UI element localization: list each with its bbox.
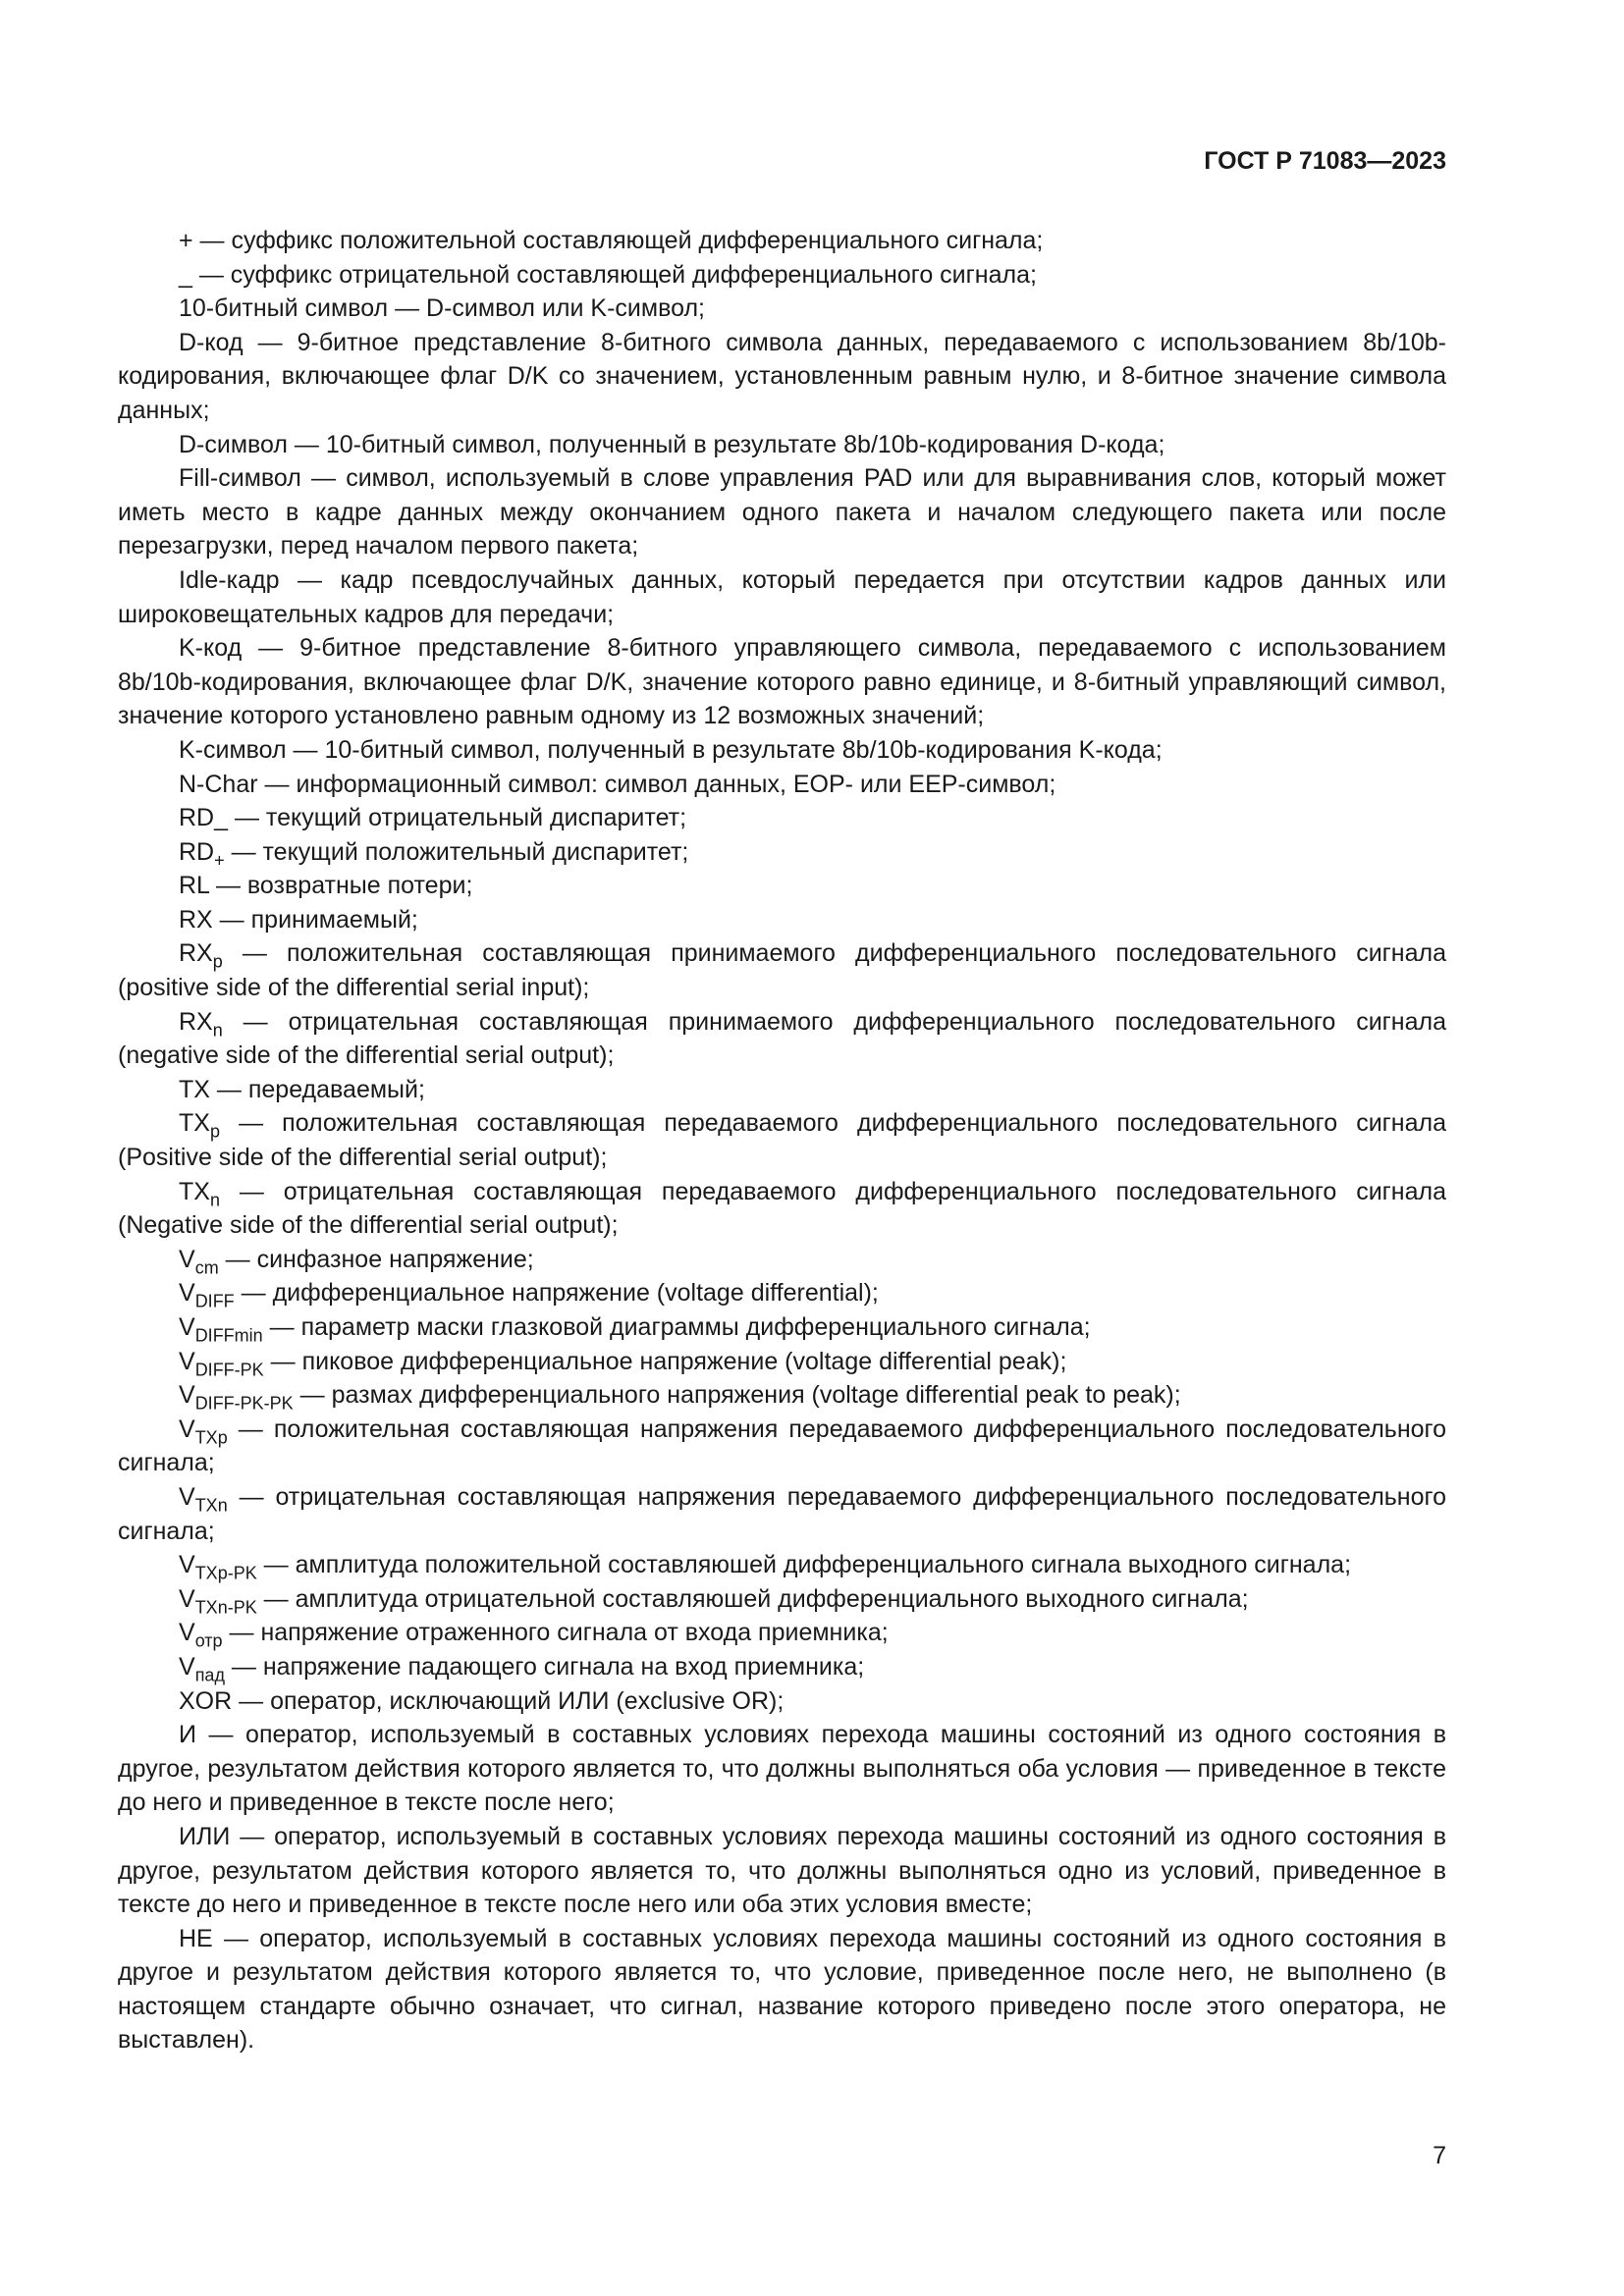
definition-symbol: [179, 566, 280, 594]
symbol-main: ИЛИ: [179, 1822, 231, 1850]
definition-entry: [118, 835, 1446, 870]
definition-text: — напряжение падающего сигнала на вход приемника;: [224, 1652, 865, 1681]
definition-entry: [118, 1684, 1446, 1719]
definition-text: — возвратные потери;: [209, 872, 473, 900]
definition-text: — отрицательная составляющая принимаемого дифференциального последовательного сигнала (negative side of the differential serial output);: [118, 1007, 1446, 1070]
symbol-main: V: [179, 1313, 195, 1341]
symbol-main: Idle-кадр: [179, 565, 280, 594]
symbol-subscript: n: [209, 1189, 220, 1209]
definition-text: — положительная составляющая напряжения передаваемого дифференциального последовательного сигнала;: [118, 1415, 1446, 1477]
definition-symbol: [179, 1482, 228, 1516]
definition-entry: [118, 1718, 1446, 1820]
definition-symbol: [179, 1381, 294, 1414]
definition-entry: [118, 428, 1446, 462]
symbol-main: И: [179, 1721, 196, 1749]
definitions-list: [118, 224, 1446, 2057]
symbol-subscript: p: [209, 1121, 220, 1142]
definition-entry: [118, 1378, 1446, 1413]
definition-symbol: [179, 771, 258, 798]
definition-symbol: [179, 1687, 232, 1715]
symbol-subscript: TXp: [194, 1427, 228, 1448]
definition-symbol: [179, 1313, 263, 1346]
definition-entry: [118, 1480, 1446, 1548]
definition-text: — размах дифференциального напряжения (voltage differential peak to peak);: [293, 1381, 1181, 1410]
symbol-subscript: cm: [194, 1257, 219, 1278]
definition-text: — текущий отрицательный диспаритет;: [228, 804, 687, 832]
symbol-subscript: отр: [194, 1630, 223, 1651]
definition-entry: [118, 1820, 1446, 1922]
document-header: ГОСТ Р 71083—2023: [1204, 147, 1446, 175]
definition-text: — символ, используемый в слове управления PAD или для выравнивания слов, который может иметь место в кадре данных между окончанием одного пакета и началом следующего пакета или после перезагрузки, перед началом первого пакета;: [118, 464, 1446, 561]
definition-text: — суффикс отрицательной составляющей дифференциального сигнала;: [191, 260, 1037, 289]
symbol-subscript: DIFFmin: [194, 1325, 263, 1346]
definition-text: — 9-битное представление 8-битного символа данных, передаваемого с использованием 8b/10b-кодирования, включающее флаг D/K со значением, установленным равным нулю, и 8-битное значение символа данных;: [118, 328, 1446, 424]
definition-text: — отрицательная составляющая передаваемого дифференциального последовательного сигнала (Negative side of the differential serial output);: [118, 1177, 1446, 1240]
definition-text: — отрицательная составляющая напряжения передаваемого дифференциального последовательного сигнала;: [118, 1482, 1446, 1545]
definition-entry: [118, 1073, 1446, 1107]
definition-symbol: [179, 1109, 220, 1142]
symbol-main: V: [179, 1415, 195, 1443]
symbol-main: K-символ: [179, 735, 287, 764]
symbol-main: _: [179, 260, 192, 289]
definition-symbol: [179, 939, 223, 972]
definition-symbol: [179, 736, 287, 764]
definition-symbol: [179, 906, 213, 934]
definition-text: — напряжение отраженного сигнала от входа приемника;: [222, 1619, 889, 1647]
symbol-main: V: [179, 1584, 195, 1613]
definition-text: — информационный символ: символ данных, EOP- или EEP-символ;: [257, 770, 1056, 798]
definition-symbol: [179, 329, 244, 356]
definition-symbol: [179, 1652, 225, 1685]
definition-text: — текущий положительный диспаритет;: [224, 837, 689, 866]
definition-entry: [118, 733, 1446, 768]
definition-entry: [118, 1548, 1446, 1582]
definition-entry: [118, 1005, 1446, 1073]
definition-symbol: [179, 261, 192, 289]
definition-entry: [118, 869, 1446, 903]
definition-entry: [118, 1243, 1446, 1277]
definition-entry: [118, 1106, 1446, 1174]
symbol-main: 10-битный символ: [179, 294, 389, 323]
definition-symbol: [179, 1076, 210, 1103]
definition-entry: [118, 1345, 1446, 1379]
definition-text: — положительная составляющая передаваемого дифференциального последовательного сигнала (Positive side of the differential serial output);: [118, 1109, 1446, 1172]
definition-entry: [118, 1276, 1446, 1310]
definition-text: — оператор, исключающий ИЛИ (exclusive OR);: [232, 1686, 785, 1715]
symbol-main: RD_: [179, 804, 229, 832]
definition-entry: [118, 258, 1446, 293]
definition-symbol: [179, 1177, 220, 1209]
symbol-main: +: [179, 227, 193, 254]
definition-entry: [118, 1616, 1446, 1650]
definition-text: — передаваемый;: [209, 1075, 425, 1103]
definition-symbol: [179, 1925, 213, 1952]
symbol-main: V: [179, 1381, 195, 1410]
symbol-subscript: +: [214, 849, 225, 870]
definition-entry: [118, 224, 1446, 258]
definition-text: — суффикс положительной составляющей дифференциального сигнала;: [192, 227, 1044, 254]
definition-symbol: [179, 227, 193, 254]
symbol-main: K-код: [179, 634, 243, 663]
definition-symbol: [179, 1415, 228, 1448]
symbol-main: V: [179, 1652, 195, 1681]
definition-symbol: [179, 1823, 230, 1850]
definition-symbol: [179, 804, 228, 831]
symbol-main: НЕ: [179, 1924, 213, 1952]
symbol-main: D-код: [179, 328, 244, 356]
symbol-subscript: DIFF-PK-PK: [194, 1393, 294, 1414]
definition-symbol: [179, 1007, 223, 1040]
symbol-main: TX: [179, 1109, 210, 1138]
definition-text: — оператор, используемый в составных условиях перехода машины состояний из одного состояния в другое, результатом действия которого является то, что должны выполняться одно из условий, приведенное в тексте до него и приведенное в тексте после него или оба этих условия вместе;: [118, 1822, 1446, 1919]
definition-entry: [118, 903, 1446, 937]
page-number: 7: [1433, 2142, 1446, 2169]
symbol-main: D-символ: [179, 430, 288, 458]
definition-symbol: [179, 431, 288, 458]
definition-entry: [118, 461, 1446, 563]
definition-text: — параметр маски глазковой диаграммы дифференциального сигнала;: [262, 1313, 1091, 1341]
symbol-main: TX: [179, 1177, 210, 1205]
symbol-main: V: [179, 1551, 195, 1579]
definition-symbol: [179, 1584, 257, 1618]
definition-entry: [118, 326, 1446, 428]
symbol-subscript: p: [212, 951, 223, 972]
definition-entry: [118, 768, 1446, 802]
definition-entry: [118, 1650, 1446, 1684]
symbol-main: TX: [179, 1075, 210, 1103]
symbol-subscript: DIFF: [194, 1291, 235, 1311]
definition-text: — амплитуда отрицательной составляюшей дифференциального выходного сигнала;: [256, 1584, 1249, 1613]
definition-text: — 10-битный символ, полученный в результате 8b/10b-кодирования K-кода;: [286, 735, 1163, 764]
symbol-main: V: [179, 1347, 195, 1375]
symbol-main: V: [179, 1279, 195, 1308]
definition-symbol: [179, 294, 388, 322]
symbol-main: RX: [179, 1007, 213, 1036]
definition-entry: [118, 1310, 1446, 1345]
definition-entry: [118, 1175, 1446, 1243]
symbol-subscript: пад: [194, 1665, 225, 1685]
definition-text: — D-символ или K-символ;: [388, 294, 705, 323]
symbol-main: N-Char: [179, 770, 258, 798]
definition-symbol: [179, 1619, 223, 1651]
definition-text: — 9-битное представление 8-битного управляющего символа, передаваемого с использованием 8b/10b-кодирования, включающее флаг D/K, значение которого равно единице, и 8-битный управляющий символ, значение которого установлено равным одному из 12 возможных значений;: [118, 634, 1446, 730]
definition-entry: [118, 936, 1446, 1004]
symbol-subscript: n: [212, 1019, 223, 1040]
symbol-main: RX: [179, 939, 213, 968]
symbol-main: XOR: [179, 1686, 233, 1715]
definition-symbol: [179, 464, 301, 492]
symbol-main: V: [179, 1245, 195, 1273]
definition-entry: [118, 1922, 1446, 2057]
definition-symbol: [179, 837, 225, 870]
symbol-subscript: DIFF-PK: [194, 1359, 264, 1379]
definition-entry: [118, 563, 1446, 631]
definition-entry: [118, 631, 1446, 733]
definition-text: — принимаемый;: [212, 905, 418, 934]
definition-symbol: [179, 1279, 235, 1311]
definition-symbol: [179, 1721, 196, 1748]
symbol-main: RL: [179, 872, 210, 900]
definition-symbol: [179, 1551, 257, 1583]
definition-text: — оператор, используемый в составных условиях перехода машины состояний из одного состояния в другое, результатом действия которого является то, что должны выполняться оба условия — приведенное в тексте до него и приведенное в тексте после него;: [118, 1721, 1446, 1817]
definition-symbol: [179, 872, 209, 899]
definition-symbol: [179, 1245, 219, 1278]
definition-text: — оператор, используемый в составных условиях перехода машины состояний из одного состояния в другое и результатом действия которого является то, что условие, приведенное после него, не выполнено (в настоящем стандарте обычно означает, что сигнал, название которого приведено после этого оператора, не выставлен).: [118, 1924, 1446, 2055]
definition-text: — синфазное напряжение;: [218, 1245, 534, 1273]
symbol-main: RD: [179, 837, 215, 866]
definition-entry: [118, 801, 1446, 835]
symbol-main: V: [179, 1482, 195, 1511]
symbol-main: V: [179, 1619, 195, 1647]
definition-entry: [118, 292, 1446, 326]
symbol-subscript: TXn: [194, 1495, 228, 1516]
symbol-subscript: TXn-PK: [194, 1597, 257, 1618]
definition-text: — положительная составляющая принимаемого дифференциального последовательного сигнала (positive side of the differential serial input);: [118, 939, 1446, 1002]
definition-text: — пиковое дифференциальное напряжение (voltage differential peak);: [263, 1347, 1067, 1375]
definition-text: — кадр псевдослучайных данных, который передается при отсутствии кадров данных или широковещательных кадров для передачи;: [118, 565, 1446, 628]
symbol-main: RX: [179, 905, 213, 934]
definition-entry: [118, 1582, 1446, 1617]
symbol-main: Fill-символ: [179, 464, 301, 493]
definition-entry: [118, 1413, 1446, 1480]
definition-symbol: [179, 1347, 264, 1379]
definition-text: — 10-битный символ, полученный в результате 8b/10b-кодирования D-кода;: [287, 430, 1165, 458]
symbol-subscript: TXp-PK: [194, 1563, 257, 1583]
definition-symbol: [179, 634, 242, 662]
definition-text: — дифференциальное напряжение (voltage differential);: [234, 1279, 879, 1308]
definition-text: — амплитуда положительной составляюшей дифференциального сигнала выходного сигнала;: [256, 1551, 1352, 1579]
